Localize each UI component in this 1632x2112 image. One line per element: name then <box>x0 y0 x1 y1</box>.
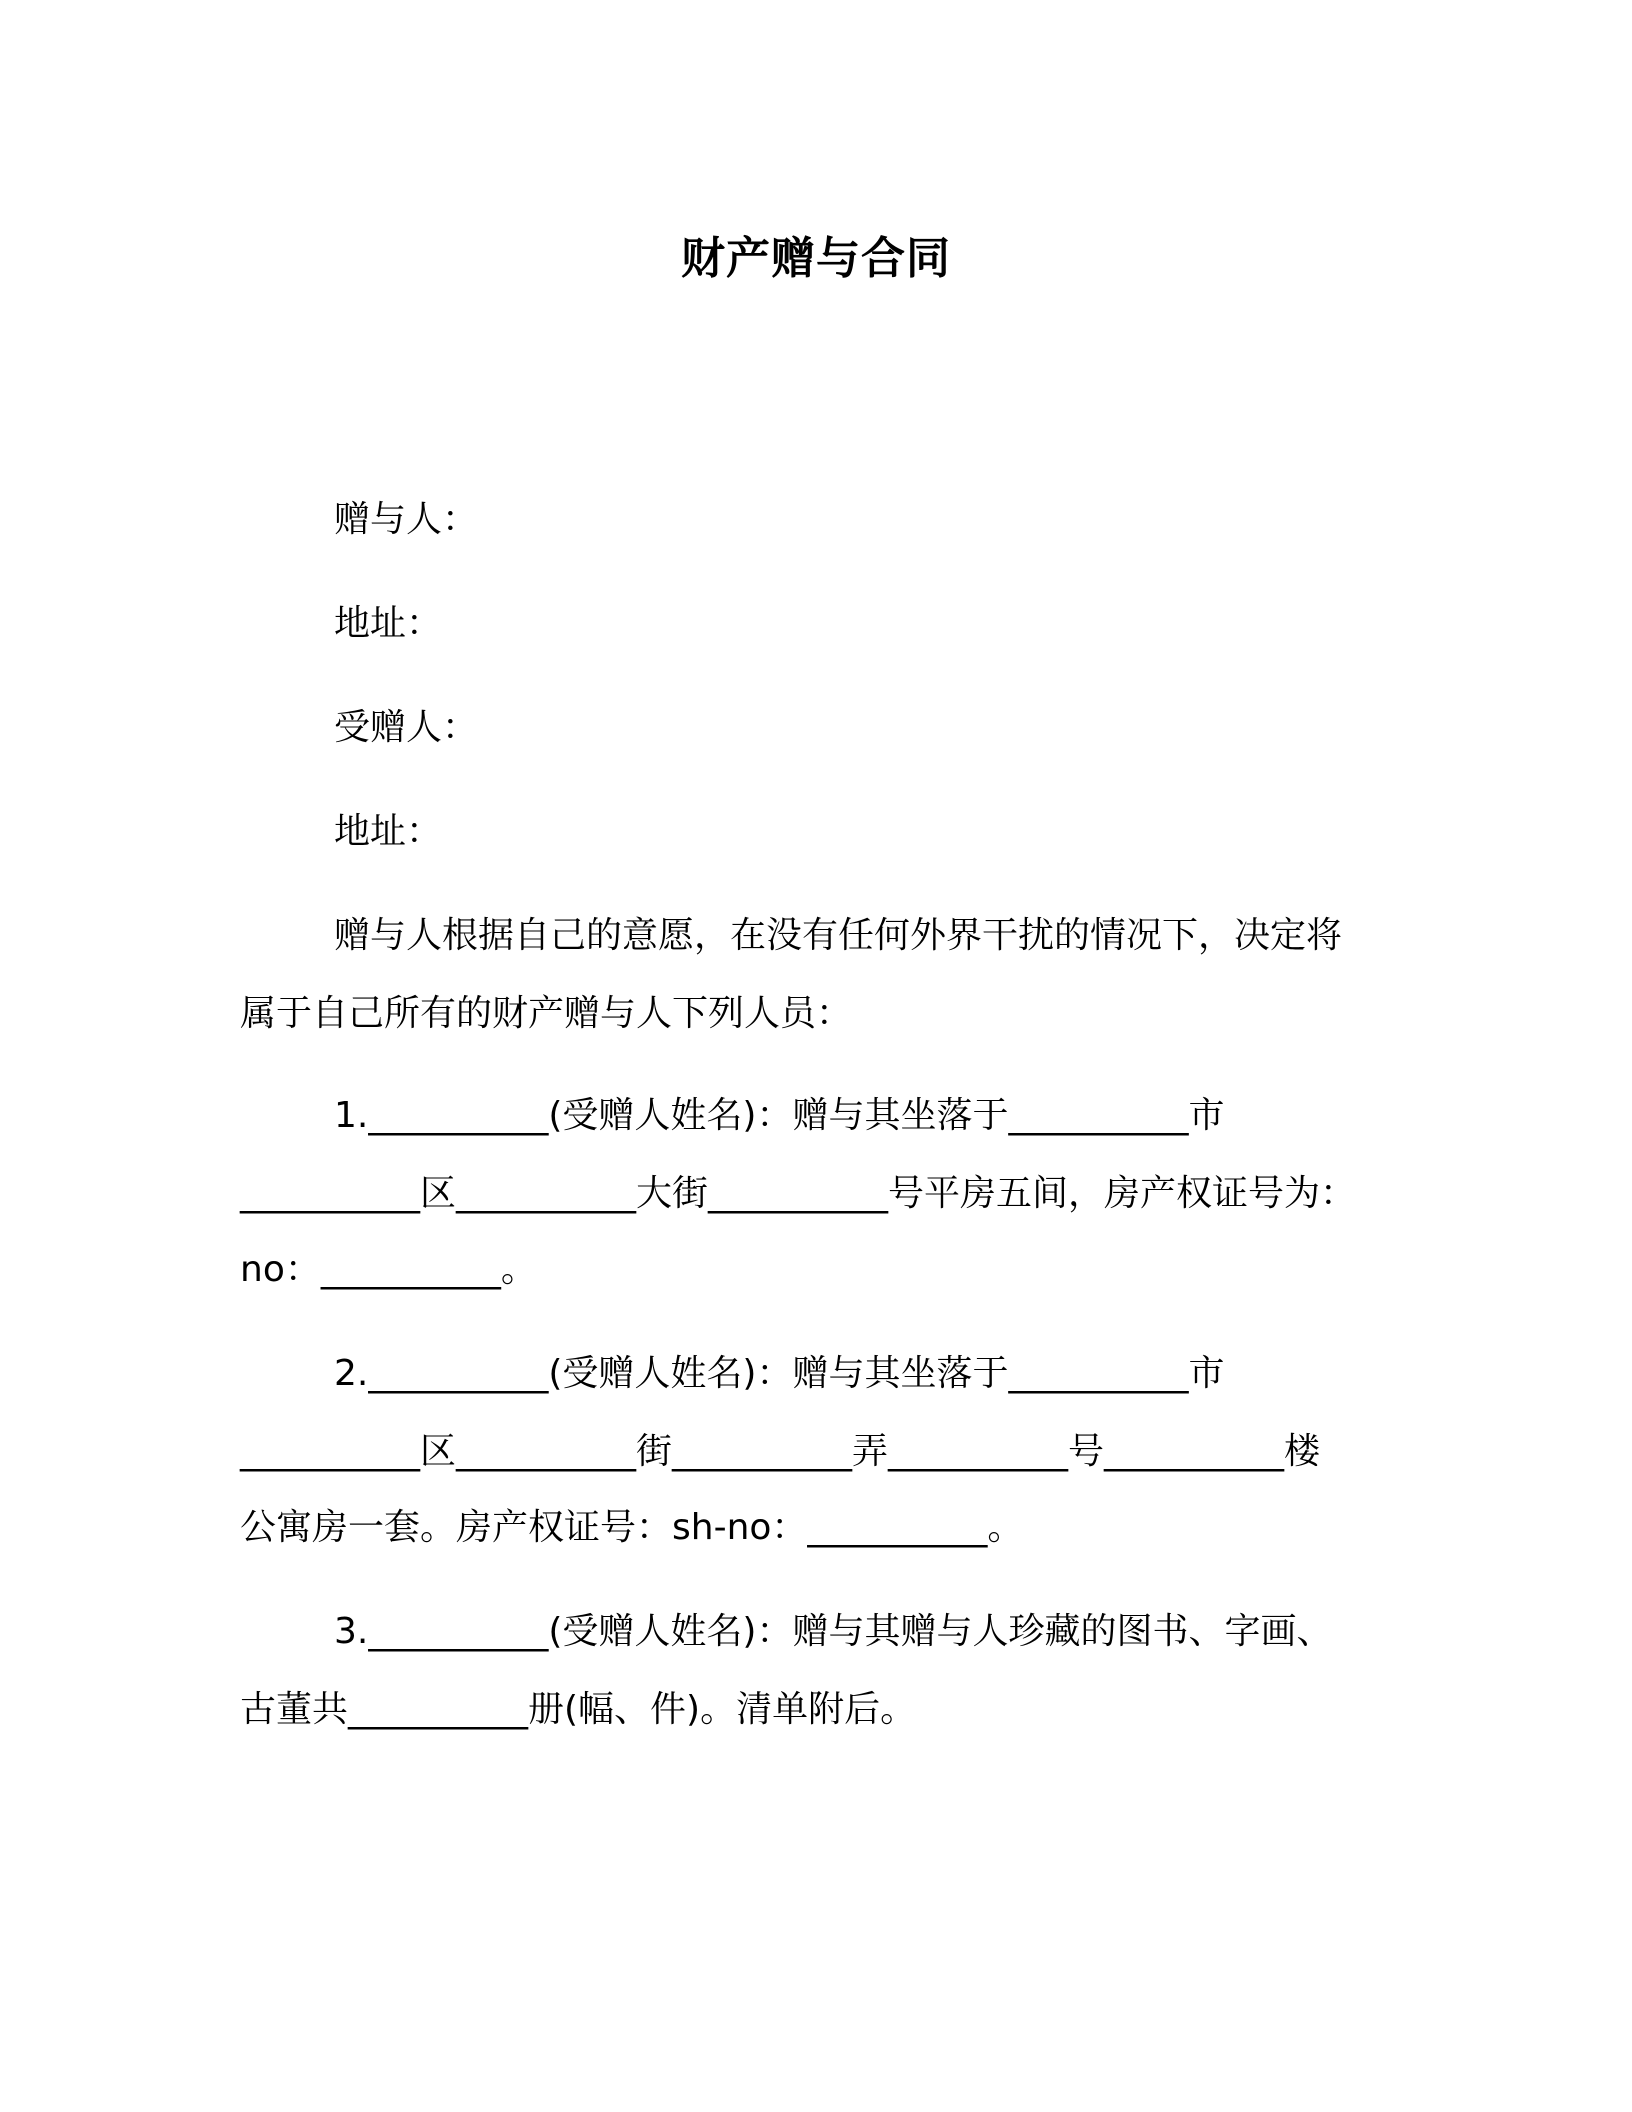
item-2-line-2: __________区__________街__________弄__________号__________楼 <box>240 1431 1320 1472</box>
donee-address-label: 地址： <box>334 811 443 852</box>
item-1-line-1: 1.__________(受赠人姓名)：赠与其坐落于__________市 <box>334 1095 1225 1136</box>
donee-label: 受赠人： <box>334 707 479 748</box>
donor-label: 赠与人： <box>334 499 479 540</box>
item-3-line-1: 3.__________(受赠人姓名)：赠与其赠与人珍藏的图书、字画、 <box>334 1611 1333 1652</box>
donor-address-label: 地址： <box>334 603 443 644</box>
item-3-line-2: 古董共__________册(幅、件)。清单附后。 <box>240 1689 917 1730</box>
item-2-line-3: 公寓房一套。房产权证号：sh-no：__________。 <box>240 1507 1024 1548</box>
item-2-line-1: 2.__________(受赠人姓名)：赠与其坐落于__________市 <box>334 1353 1225 1394</box>
intro-line-1: 赠与人根据自己的意愿，在没有任何外界干扰的情况下，决定将 <box>334 915 1343 956</box>
item-1-line-3: no：__________。 <box>240 1249 537 1290</box>
item-1-line-2: __________区__________大街__________号平房五间，房产权证号为： <box>240 1173 1357 1214</box>
intro-line-2: 属于自己所有的财产赠与人下列人员： <box>240 993 853 1034</box>
document-title: 财产赠与合同 <box>681 233 951 284</box>
